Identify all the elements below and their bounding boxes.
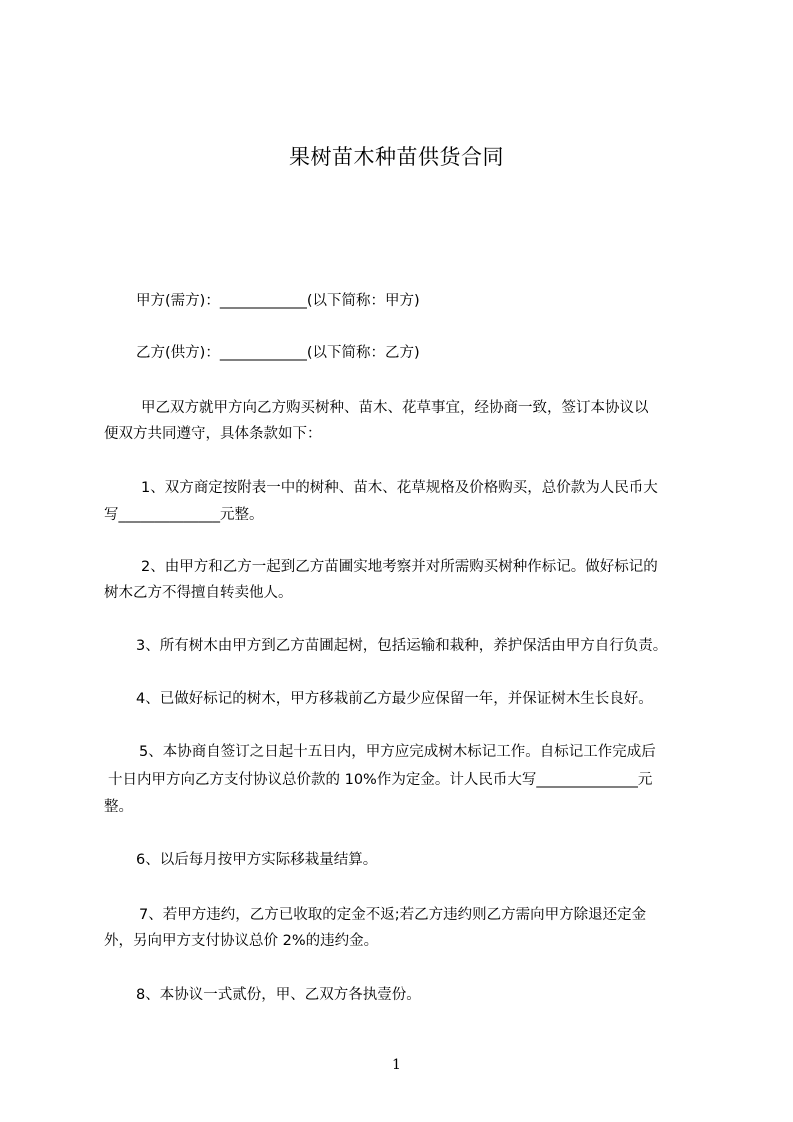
clause-5-line-2: 十日内甲方向乙方支付协议总价款的 10%作为定金。计人民币大写______________元 [108,772,653,788]
party-b-line: 乙方(供方)：____________(以下简称：乙方) [136,345,420,361]
clause-4-line: 4、已做好标记的树木，甲方移栽前乙方最少应保留一年，并保证树木生长良好。 [136,691,653,707]
clause-7-line-1: 7、若甲方违约，乙方已收取的定金不返;若乙方违约则乙方需向甲方除退还定金 [139,907,647,923]
clause-1-line-2: 写______________元整。 [104,507,264,523]
document-title: 果树苗木种苗供货合同 [289,145,504,169]
page-number: 1 [392,1057,401,1073]
party-a-line: 甲方(需方)：____________(以下简称：甲方) [136,293,420,309]
clause-8-line: 8、本协议一式贰份，甲、乙双方各执壹份。 [136,987,421,1003]
clause-1-line-1: 1、双方商定按附表一中的树种、苗木、花草规格及价格购买，总价款为人民币大 [141,480,658,496]
clause-3-line: 3、所有树木由甲方到乙方苗圃起树，包括运输和栽种，养护保活由甲方自行负责。 [136,638,668,654]
clause-2-line-1: 2、由甲方和乙方一起到乙方苗圃实地考察并对所需购买树种作标记。做好标记的 [141,559,658,575]
intro-line-2: 便双方共同遵守，具体条款如下： [104,426,322,442]
clause-6-line: 6、以后每月按甲方实际移栽量结算。 [136,852,378,868]
clause-5-line-3: 整。 [104,799,133,815]
intro-line-1: 甲乙双方就甲方向乙方购买树种、苗木、花草事宜，经协商一致，签订本协议以 [141,400,649,416]
clause-5-line-1: 5、本协商自签订之日起十五日内，甲方应完成树木标记工作。自标记工作完成后 [139,744,656,760]
clause-2-line-2: 树木乙方不得擅自转卖他人。 [104,585,293,601]
clause-7-line-2: 外，另向甲方支付协议总价 2%的违约金。 [104,933,379,949]
